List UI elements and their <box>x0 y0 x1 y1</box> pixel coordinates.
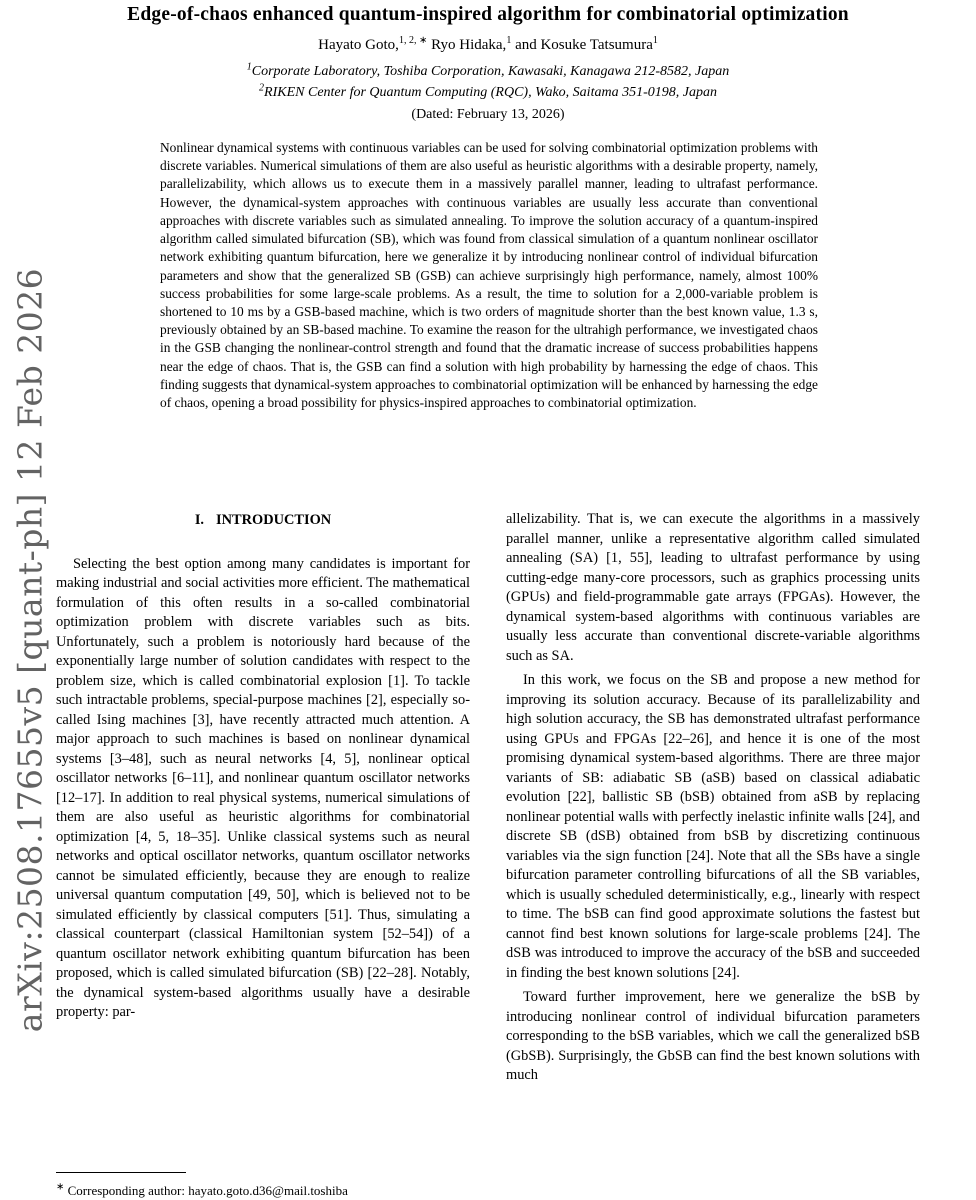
footnote-rule <box>56 1172 186 1173</box>
section-heading-introduction <box>56 511 470 531</box>
footnote-area <box>56 1164 470 1200</box>
left-column <box>56 505 470 1200</box>
author-2-affil-marks: 1 <box>506 35 512 46</box>
abstract-text: Nonlinear dynamical systems with continuous variables can be used for solving combinatorial optimization problems with discrete variables. Numerical simulations of them are also useful as heuristic algorithms with a desirable property, namely, parallelizability, which allows us to execute them in a massively parallel manner, leading to ultrafast performance. However, the dynamical-system approaches with continuous variables are usually less accurate than conventional approaches with discrete variables such as simulated annealing. To improve the solution accuracy of a quantum-inspired algorithm called simulated bifurcation (SB), which was found from classical simulation of a quantum nonlinear oscillator network exhibiting quantum bifurcation, here we generalize it by introducing nonlinear control of individual bifurcation parameters and show that the generalized SB (GSB) can achieve surprisingly high performance, namely, almost 100% success probabilities for some large-scale problems. As a result, the time to solution for a 2,000-variable problem is shortened to 10 ms by a GSB-based machine, which is two orders of magnitude shorter than the best known value, 1.3 s, previously obtained by an SB-based machine. To examine the reason for the ultrahigh performance, we investigated chaos in the GSB changing the nonlinear-control strength and found that the dramatic increase of success probabilities happens near the edge of chaos. That is, the GSB can find a solution with high probability by harnessing the edge of chaos. This finding suggests that dynamical-system approaches to combinatorial optimization will be enhanced by harnessing the edge of chaos, opening a broad possibility for physics-inspired approaches to combinatorial optimization. <box>160 140 818 411</box>
affiliation-1-mark: 1 <box>246 61 252 73</box>
affiliation-line-1: $^1$Corporate Laboratory, Toshiba Corporation, Kawasaki, Kanagawa 212-8582, Japan <box>246 61 730 79</box>
intro-paragraph-1: Selecting the best option among many candidates is important for making industrial and social activities more efficient. The mathematical formulation of this often results in a so-called combinatorial optimization problem with discrete variables such as bits. Unfortunately, such a problem is notoriously hard because of the exponentially large number of solution candidates with respect to the problem size, which is called combinatorial explosion [1]. To tackle such intractable problems, special-purpose machines [2], especially so-called Ising machines [3], have recently attracted much attention. A major approach to such machines is based on nonlinear dynamical systems [3–48], such as neural networks [4, 5], nonlinear optical oscillator networks [6–11], and nonlinear quantum oscillator networks [12–17]. In addition to real physical systems, numerical simulations of them are also useful as heuristic algorithms for combinatorial optimization [4, 5, 18–35]. Unlike classical systems such as neural networks and optical oscillator networks, quantum oscillator networks cannot be simulated efficiently, because they are enough to realize universal quantum computation [49, 50], which is believed not to be simulated efficiently by classical computers [51]. Thus, simulating a classical counterpart (classical Hamiltonian system [52–54]) of a quantum oscillator network exhibiting quantum bifurcation has been proposed, which is called simulated bifurcation (SB) [22–28]. Notably, the dynamical system-based algorithms usually have a desirable property: par- <box>56 555 470 1021</box>
section-title: INTRODUCTION <box>216 512 332 528</box>
affiliation-2-mark: 2 <box>259 82 265 94</box>
footnote-text: Corresponding author: hayato.goto.d36@mail.toshiba <box>64 1183 348 1199</box>
footnote-marker: ∗ <box>56 1181 65 1193</box>
author-1-affil-marks: 1, 2, ∗ <box>398 35 428 46</box>
arxiv-watermark: arXiv:2508.17655v5 [quant-ph] 12 Feb 2026 <box>10 267 50 1033</box>
intro-paragraph-2: In this work, we focus on the SB and propose a new method for improving its solution accuracy. Because of its parallelizability and high solution accuracy, the SB has demonstrated ultrafast performance using GPUs and FPGAs [22–26], and hence it is one of the most promising dynamical system-based algorithms. There are three major variants of SB: adiabatic SB (aSB) based on classical adiabatic evolution [22], ballistic SB (bSB) obtained from aSB by replacing nonlinear potential walls with perfectly inelastic infinite walls [24], and discrete SB (dSB) obtained from bSB by discretizing continuous variables via the sign function [24]. Note that all the SBs have a single bifurcation parameter controlling bifurcations of all the SB variables, which is usually scheduled deterministically, e.g., linearly with respect to time. The bSB can find good approximate solutions the fastest but cannot find best known solutions for large-scale problems [24]. The dSB was introduced to improve the accuracy of the bSB and succeeded in finding the best known solutions [24]. <box>506 672 920 981</box>
author-1: Hayato Goto,$^{1, 2, ∗}$ <box>318 35 428 53</box>
right-column <box>506 505 920 1200</box>
author-2: Ryo Hidaka,$^1$ <box>427 35 512 53</box>
authors-line <box>56 37 920 54</box>
author-3: and Kosuke Tatsumura$^1$ <box>511 35 658 53</box>
date-line: (Dated: February 13, 2026) <box>411 107 565 122</box>
paper-title: Edge-of-chaos enhanced quantum-inspired algorithm for combinatorial optimization <box>127 4 849 25</box>
intro-paragraph-1-continued: allelizability. That is, we can execute the algorithms in a massively parallel manner, unlike a representative algorithm called simulated annealing (SA) [1, 55], leading to ultrafast performance by using cutting-edge many-core processors, such as graphics processing units (GPUs) and field-programmable gate arrays (FPGAs). However, the dynamical system-based algorithms with continuous variables are usually less accurate than conventional discrete-variable algorithms such as SA. <box>506 511 920 664</box>
footnote-corresponding-author <box>56 1183 470 1200</box>
intro-paragraph-3: Toward further improvement, here we generalize the bSB by introducing nonlinear control of individual bifurcation parameters corresponding to the bSB variables, which we call the generalized bSB (GbSB). Surprisingly, the GbSB can find the best known solutions with much <box>506 989 920 1084</box>
section-number: I. <box>194 512 205 528</box>
author-3-affil-marks: 1 <box>652 35 658 46</box>
affiliation-line-2: $^2$RIKEN Center for Quantum Computing (RQC), Wako, Saitama 351-0198, Japan <box>259 82 717 100</box>
two-column-body <box>56 505 920 1200</box>
